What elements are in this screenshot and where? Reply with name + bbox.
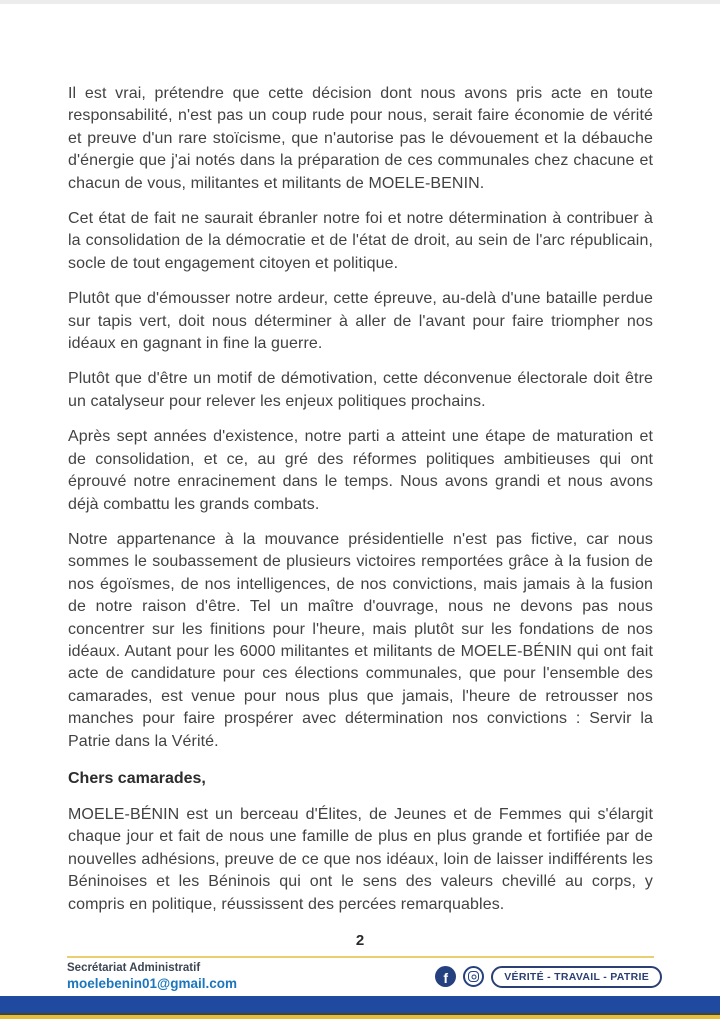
secretariat-label: Secrétariat Administratif <box>67 962 201 974</box>
motto-badge <box>491 966 662 988</box>
footer-contact <box>67 961 237 992</box>
footer <box>67 961 662 992</box>
paragraph-6: Notre appartenance à la mouvance présidentielle n'est pas fictive, car nous sommes le soubassement de plusieurs victoires remportées grâce à la fusion de nos égoïsmes, de nos intelligences, de nos convictions, mais jamais à la fusion de notre raison d'être. Tel un maître d'ouvrage, nous ne devons pas nous concentrer sur les finitions pour l'heure, mais plutôt sur les fondations de nos idéaux. Autant pour les 6000 militantes et militants de MOELE-BÉNIN qui ont fait acte de candidature pour ces élections communales, que pour l'ensemble des camarades, est venue pour nous plus que jamais, l'heure de retrousser nos manches pour faire prospérer avec détermination nos convictions : Servir la Patrie dans la Vérité. <box>68 530 653 750</box>
paragraph-2: Cet état de fait ne saurait ébranler notre foi et notre détermination à contribuer à la consolidation de la démocratie et de l'état de droit, au sein de l'arc républicain, socle de tout engagement citoyen et politique. <box>68 210 653 272</box>
salutation-heading: Chers camarades, <box>68 769 206 787</box>
paragraph-7: MOELE-BÉNIN est un berceau d'Élites, de Jeunes et de Femmes qui s'élargit chaque jour et fait de nous une famille de plus en plus grande et fortifiée par de nouvelles adhésions, preuve de ce que nos idéaux, loin de laisser indifférents les Béninoises et les Béninois qui ont le sens des valeurs chevillé au corps, y compris en politique, réussissent des percées remarquables. <box>68 805 653 913</box>
footer-divider <box>67 956 654 958</box>
footer-blue-bar <box>0 996 720 1013</box>
instagram-icon <box>463 966 484 987</box>
document-body <box>68 83 653 929</box>
footer-gold-strip <box>0 1013 720 1019</box>
paragraph-1: Il est vrai, prétendre que cette décision dont nous avons pris acte en toute responsabilité, n'est pas un coup rude pour nous, serait faire économie de vérité et preuve d'un rare stoïcisme, que n'autorise pas le dévouement et la débauche d'énergie que j'ai notés dans la préparation de ces communales chez chacune et chacun de vous, militantes et militants de MOELE-BENIN. <box>68 85 653 192</box>
paragraph-5: Après sept années d'existence, notre parti a atteint une étape de maturation et de consolidation, et ce, au gré des réformes politiques ambitieuses qui ont éprouvé notre enracinement dans le temps. Nous avons grandi et nous avons déjà combattu les grands combats. <box>68 428 653 513</box>
facebook-icon <box>435 966 456 987</box>
email-text: moelebenin01@gmail.com <box>67 976 237 991</box>
footer-brand <box>435 966 662 988</box>
page-top-edge <box>0 0 720 4</box>
paragraph-3: Plutôt que d'émousser notre ardeur, cette épreuve, au-delà d'une bataille perdue sur tapis vert, doit nous déterminer à aller de l'avant pour faire triompher nos idéaux en gagnant in fine la guerre. <box>68 290 653 353</box>
page-number: 2 <box>355 932 365 949</box>
paragraph-4: Plutôt que d'être un motif de démotivation, cette déconvenue électorale doit être un catalyseur pour relever les enjeux politiques prochains. <box>68 370 653 410</box>
motto-text: VÉRITÉ - TRAVAIL - PATRIE <box>504 970 649 983</box>
